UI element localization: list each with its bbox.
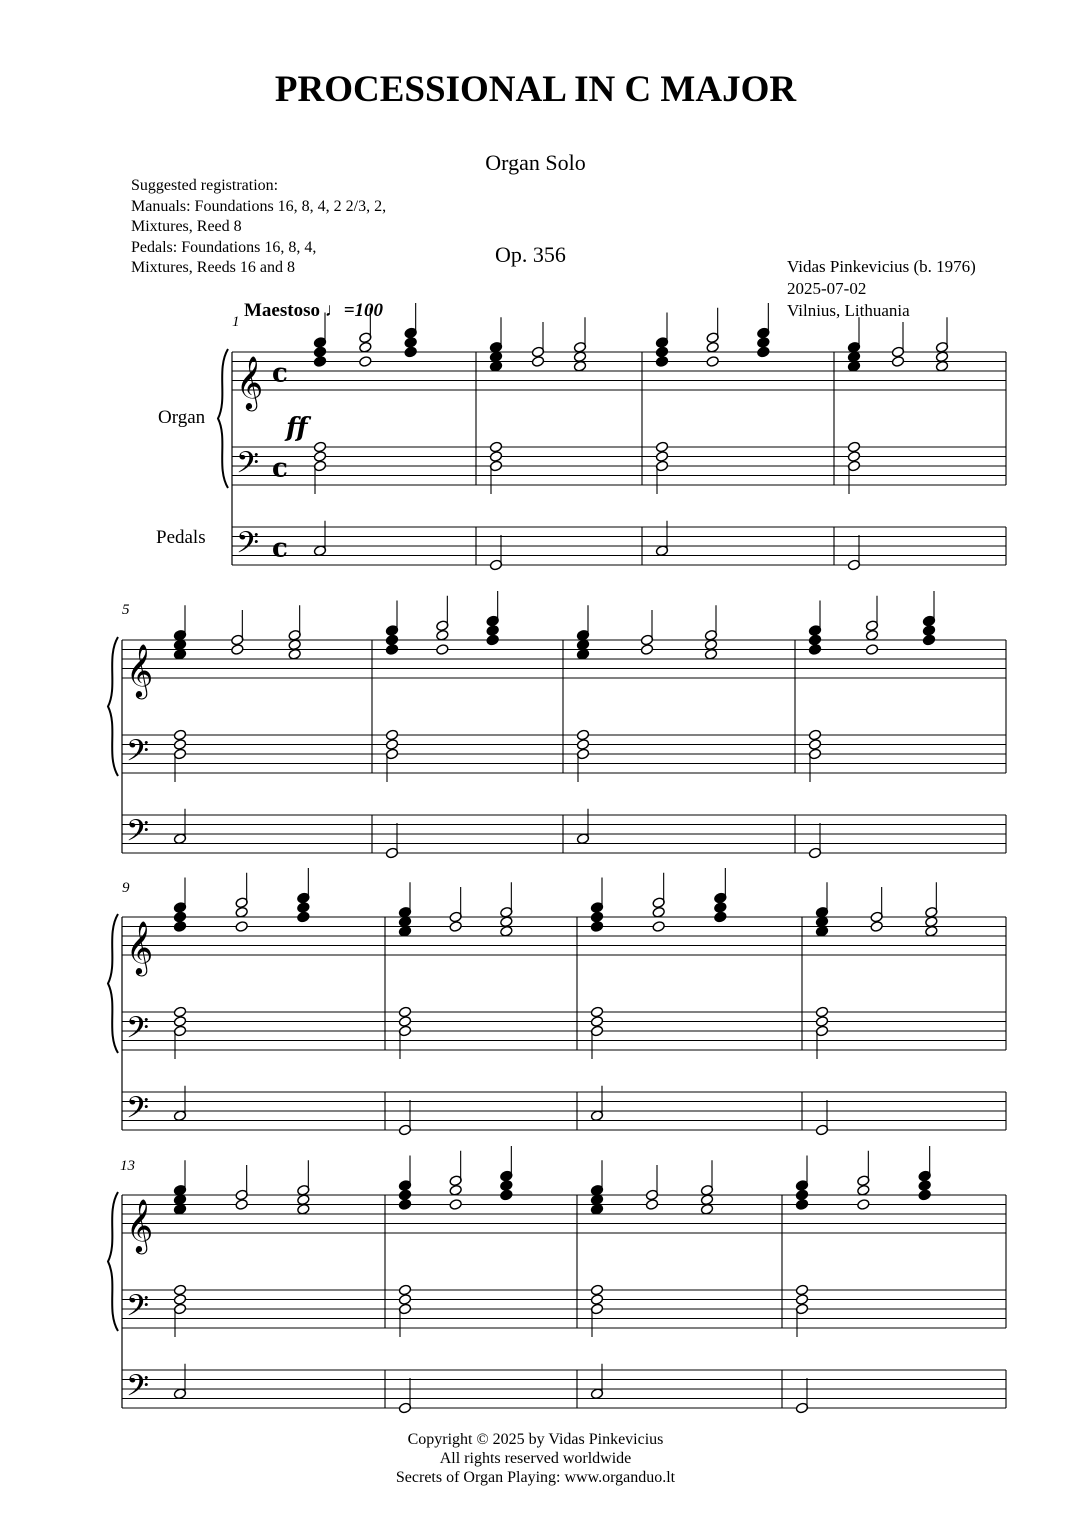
notehead <box>235 1199 248 1211</box>
notehead <box>655 441 668 453</box>
notehead <box>590 1294 603 1306</box>
notehead <box>489 351 502 363</box>
notehead <box>313 441 326 453</box>
notehead <box>590 921 603 933</box>
notehead <box>847 451 860 463</box>
staff-brace <box>108 637 118 776</box>
notehead <box>847 360 860 372</box>
notehead <box>891 356 904 368</box>
notehead <box>590 911 603 923</box>
notehead <box>922 634 935 646</box>
staff <box>232 527 1006 565</box>
notehead <box>857 1184 870 1196</box>
composer-name: Vidas Pinkevicius (b. 1976) <box>787 257 976 276</box>
notehead <box>500 916 513 928</box>
notehead <box>398 916 411 928</box>
notehead <box>795 1294 808 1306</box>
notehead <box>436 629 449 641</box>
notehead <box>808 634 821 646</box>
notehead <box>449 921 462 933</box>
registration-line: Manuals: Foundations 16, 8, 4, 2 2/3, 2, <box>131 197 387 215</box>
measure-number: 1 <box>232 314 240 330</box>
notehead <box>714 902 727 914</box>
notehead <box>918 1180 931 1192</box>
staff <box>122 735 1006 773</box>
staff-brace <box>108 914 118 1053</box>
notehead <box>531 356 544 368</box>
tempo-text: Maestoso <box>244 300 320 321</box>
notehead <box>704 648 717 660</box>
staff <box>122 1370 1006 1408</box>
notehead <box>385 634 398 646</box>
notehead <box>398 1189 411 1201</box>
staff <box>122 1290 1006 1328</box>
registration-line: Pedals: Foundations 16, 8, 4, <box>131 238 317 256</box>
notehead <box>808 739 821 751</box>
notehead <box>385 729 398 741</box>
notehead <box>808 729 821 741</box>
notehead <box>922 625 935 637</box>
registration-line: Mixtures, Reeds 16 and 8 <box>131 259 295 276</box>
notehead <box>815 1006 828 1018</box>
notehead <box>576 739 589 751</box>
notehead <box>865 629 878 641</box>
staff-brace <box>218 349 228 488</box>
notehead <box>398 1284 411 1296</box>
notehead <box>935 360 948 372</box>
bass-clef-icon: 𝄢 <box>126 1289 150 1331</box>
notehead <box>173 1016 186 1028</box>
notehead <box>449 1199 462 1211</box>
notehead <box>925 916 938 928</box>
notehead <box>297 1194 310 1206</box>
composition-date: 2025-07-02 <box>787 279 867 298</box>
bass-clef-icon: 𝄢 <box>126 734 150 776</box>
notehead <box>573 351 586 363</box>
notehead <box>795 1284 808 1296</box>
notehead <box>704 639 717 651</box>
notehead <box>706 356 719 368</box>
notehead <box>313 451 326 463</box>
staff-brace <box>108 1192 118 1331</box>
bass-clef-icon: 𝄢 <box>126 1011 150 1053</box>
tempo-value: =100 <box>343 300 384 321</box>
notehead <box>815 1016 828 1028</box>
registration-line: Mixtures, Reed 8 <box>131 218 242 235</box>
notehead <box>590 1284 603 1296</box>
piece-title: PROCESSIONAL IN C MAJOR <box>274 69 797 110</box>
notehead <box>297 911 310 923</box>
staff <box>122 1012 1006 1050</box>
notehead <box>847 351 860 363</box>
notehead <box>359 341 372 353</box>
notehead <box>173 648 186 660</box>
staff <box>122 1195 1006 1233</box>
notehead <box>935 351 948 363</box>
notehead <box>404 337 417 349</box>
bass-clef-icon: 𝄢 <box>126 1091 150 1133</box>
notehead <box>489 451 502 463</box>
common-time-icon: c <box>272 453 288 484</box>
notehead <box>313 356 326 368</box>
treble-clef-icon: 𝄞 <box>236 355 264 409</box>
notehead <box>398 1294 411 1306</box>
notehead <box>173 1284 186 1296</box>
notehead <box>385 739 398 751</box>
notehead <box>573 360 586 372</box>
notehead <box>173 1294 186 1306</box>
notehead <box>857 1199 870 1211</box>
notehead <box>714 911 727 923</box>
notehead <box>815 925 828 937</box>
notehead <box>398 1016 411 1028</box>
notehead <box>590 1006 603 1018</box>
notehead <box>865 644 878 656</box>
notehead <box>847 441 860 453</box>
notehead <box>173 1203 186 1215</box>
copyright-footer <box>0 1430 1071 1487</box>
notehead <box>640 644 653 656</box>
bass-clef-icon: 𝄢 <box>126 814 150 856</box>
notehead <box>645 1199 658 1211</box>
notehead <box>449 1184 462 1196</box>
notehead <box>918 1189 931 1201</box>
staff <box>232 447 1006 485</box>
notehead <box>590 1194 603 1206</box>
opus-number: Op. 356 <box>495 242 566 267</box>
bass-clef-icon: 𝄢 <box>126 1369 150 1411</box>
notehead <box>235 906 248 918</box>
notehead <box>173 1006 186 1018</box>
measure-number: 5 <box>122 602 130 618</box>
notehead <box>235 921 248 933</box>
notehead <box>173 911 186 923</box>
footer-line: All rights reserved worldwide <box>439 1450 632 1467</box>
treble-clef-icon: 𝄞 <box>126 1198 154 1252</box>
notehead <box>173 729 186 741</box>
notehead <box>706 341 719 353</box>
notehead <box>500 1180 513 1192</box>
notehead <box>795 1189 808 1201</box>
notehead <box>297 1203 310 1215</box>
treble-clef-icon: 𝄞 <box>126 920 154 974</box>
instrument-label-organ: Organ <box>158 407 206 428</box>
treble-clef-icon: 𝄞 <box>126 643 154 697</box>
notehead <box>173 639 186 651</box>
notehead <box>398 1006 411 1018</box>
instrument-label-pedals: Pedals <box>156 527 206 548</box>
piece-subtitle: Organ Solo <box>485 150 586 175</box>
measure-number: 13 <box>120 1158 135 1174</box>
notehead <box>576 639 589 651</box>
notehead <box>700 1203 713 1215</box>
notehead <box>436 644 449 656</box>
dynamic-marking: ff <box>286 413 308 443</box>
notehead <box>870 921 883 933</box>
notehead <box>288 648 301 660</box>
footer-line: Copyright © 2025 by Vidas Pinkevicius <box>407 1431 664 1448</box>
notehead <box>655 356 668 368</box>
notehead <box>500 925 513 937</box>
notehead <box>590 1203 603 1215</box>
notehead <box>385 644 398 656</box>
notehead <box>757 337 770 349</box>
bass-clef-icon: 𝄢 <box>236 446 260 488</box>
common-time-icon: c <box>272 533 288 564</box>
notehead <box>173 739 186 751</box>
notehead <box>486 634 499 646</box>
notehead <box>925 925 938 937</box>
notehead <box>590 1016 603 1028</box>
notehead <box>576 729 589 741</box>
quarter-note-icon: ♩ <box>324 300 344 321</box>
staff <box>232 352 1006 390</box>
notehead <box>489 441 502 453</box>
notehead <box>359 356 372 368</box>
common-time-icon: c <box>272 358 288 389</box>
notehead <box>652 906 665 918</box>
notehead <box>231 644 244 656</box>
notehead <box>655 346 668 358</box>
notehead <box>489 360 502 372</box>
notehead <box>486 625 499 637</box>
notehead <box>288 639 301 651</box>
staff <box>122 815 1006 853</box>
notehead <box>404 346 417 358</box>
notehead <box>757 346 770 358</box>
notehead <box>297 902 310 914</box>
notehead <box>652 921 665 933</box>
notehead <box>655 451 668 463</box>
measure-number: 9 <box>122 880 130 896</box>
registration-line: Suggested registration: <box>131 177 279 194</box>
notehead <box>815 916 828 928</box>
notehead <box>173 1194 186 1206</box>
footer-line: Secrets of Organ Playing: www.organduo.lt <box>395 1469 676 1486</box>
notehead <box>700 1194 713 1206</box>
notehead <box>398 1199 411 1211</box>
staff <box>122 1092 1006 1130</box>
notehead <box>576 648 589 660</box>
notehead <box>398 925 411 937</box>
composition-place: Vilnius, Lithuania <box>787 301 910 320</box>
notehead <box>808 644 821 656</box>
notehead <box>500 1189 513 1201</box>
notehead <box>313 346 326 358</box>
notehead <box>795 1199 808 1211</box>
notehead <box>173 921 186 933</box>
bass-clef-icon: 𝄢 <box>236 526 260 568</box>
